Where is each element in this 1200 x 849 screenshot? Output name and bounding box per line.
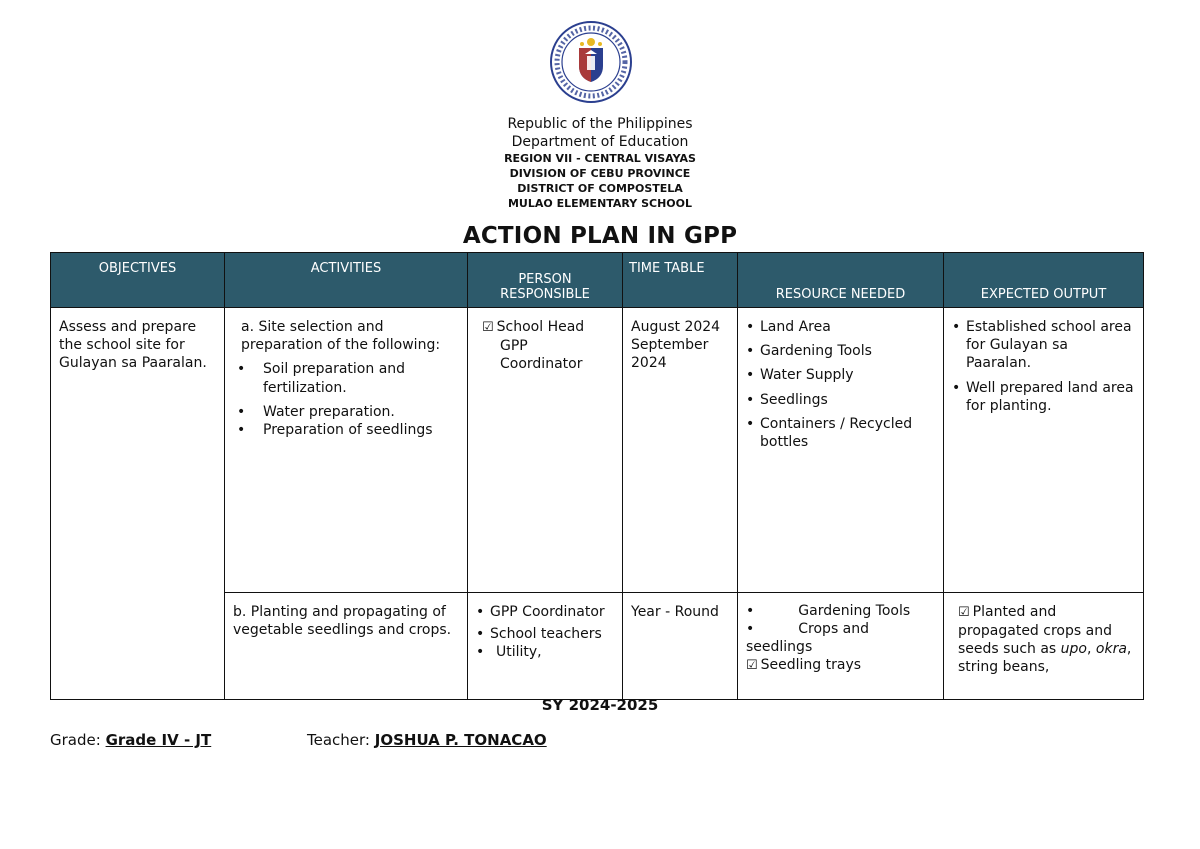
header-region: REGION VII - CENTRAL VISAYAS [504, 152, 696, 165]
school-year: SY 2024-2025 [541, 696, 659, 714]
list-item: • Containers / Recycled bottles [746, 415, 935, 451]
page-title: ACTION PLAN IN GPP [462, 223, 738, 249]
activity-cell [225, 308, 468, 593]
grade-value: Grade IV - JT [105, 731, 212, 749]
deped-seal-logo [549, 20, 633, 104]
output-upo: upo [1060, 641, 1087, 658]
resource-seedling-trays: Seedling trays [760, 656, 862, 673]
time-cell [623, 593, 738, 700]
table-header-row [51, 253, 1144, 308]
col-resource-needed: RESOURCE NEEDED [738, 253, 944, 308]
resource-gardening-tools: Gardening Tools [798, 603, 911, 619]
person-cell [468, 308, 623, 593]
checkbox-icon: ☑ [958, 605, 970, 620]
time-september: September 2024 [631, 337, 709, 372]
header-division: DIVISION OF CEBU PROVINCE [509, 166, 691, 180]
checkbox-icon: ☑ [482, 320, 494, 335]
header-district: DISTRICT OF COMPOSTELA [517, 181, 683, 195]
person-gpp-coordinator: GPP Coordinator [500, 337, 583, 373]
output-okra: okra [1095, 641, 1127, 658]
person-school-head: School Head [496, 319, 585, 335]
action-plan-table [50, 252, 1144, 700]
grade-line [50, 731, 211, 749]
col-person-responsible: PERSON RESPONSIBLE [468, 253, 623, 308]
list-item: • Water preparation. [233, 403, 459, 421]
list-item: • Established school area for Gulayan sa Paaralan. [952, 318, 1135, 373]
activity-cell [225, 593, 468, 700]
col-objectives: OBJECTIVES [51, 253, 225, 308]
school-header [0, 152, 1200, 211]
list-item: • Water Supply [746, 366, 935, 384]
table-row [51, 308, 1144, 593]
output-cell: ☑ Planted and propagated crops and seeds such as upo, okra, string beans, [944, 593, 1144, 700]
output-list [952, 318, 1135, 415]
col-expected-output: EXPECTED OUTPUT [944, 253, 1144, 308]
objective-text: Assess and prepare the school site for Gulayan sa Paaralan. [59, 319, 207, 372]
list-item: • GPP Coordinator [476, 603, 614, 621]
list-item: • School teachers [476, 625, 614, 643]
header-school: MULAO ELEMENTARY SCHOOL [507, 196, 693, 210]
list-item: • Land Area [746, 318, 935, 336]
objective-cell [51, 308, 225, 700]
list-item: • Gardening Tools [746, 342, 935, 360]
time-year-round: Year - Round [631, 604, 719, 620]
teacher-value: JOSHUA P. TONACAO [374, 731, 547, 749]
activity-intro: a. Site selection and preparation of the following: [241, 319, 441, 354]
activity-planting: b. Planting and propagating of vegetable seedlings and crops. [233, 604, 452, 639]
time-august: August 2024 [631, 319, 721, 335]
col-time-table: TIME TABLE [623, 253, 738, 308]
list-item: • Utility, [476, 643, 614, 661]
list-item: • Preparation of seedlings [233, 421, 459, 439]
time-cell [623, 308, 738, 593]
activity-list [233, 360, 459, 439]
header-department: Department of Education [511, 133, 689, 150]
list-item: • Well prepared land area for planting. [952, 379, 1135, 415]
teacher-line [307, 731, 547, 749]
header-republic: Republic of the Philippines [507, 116, 693, 132]
output-cell [944, 308, 1144, 593]
output-string-beans: , string beans, [958, 641, 1132, 676]
resource-crops: Crops and seedlings [746, 620, 870, 655]
list-item: • Soil preparation and fertilization. [233, 360, 459, 396]
grade-label: Grade: [50, 731, 101, 749]
person-cell [468, 593, 623, 700]
resource-cell [738, 308, 944, 593]
resource-list [746, 318, 935, 451]
checkbox-icon: ☑ [746, 657, 758, 673]
agency-header [0, 116, 1200, 151]
list-item: • Seedlings [746, 391, 935, 409]
col-activities: ACTIVITIES [225, 253, 468, 308]
resource-cell: • Gardening Tools • Crops and seedlings ☑ Seedling trays [738, 593, 944, 700]
person-list [476, 603, 614, 662]
teacher-label: Teacher: [307, 731, 370, 749]
output-planted: Planted and propagated crops and seeds such as [958, 604, 1112, 658]
